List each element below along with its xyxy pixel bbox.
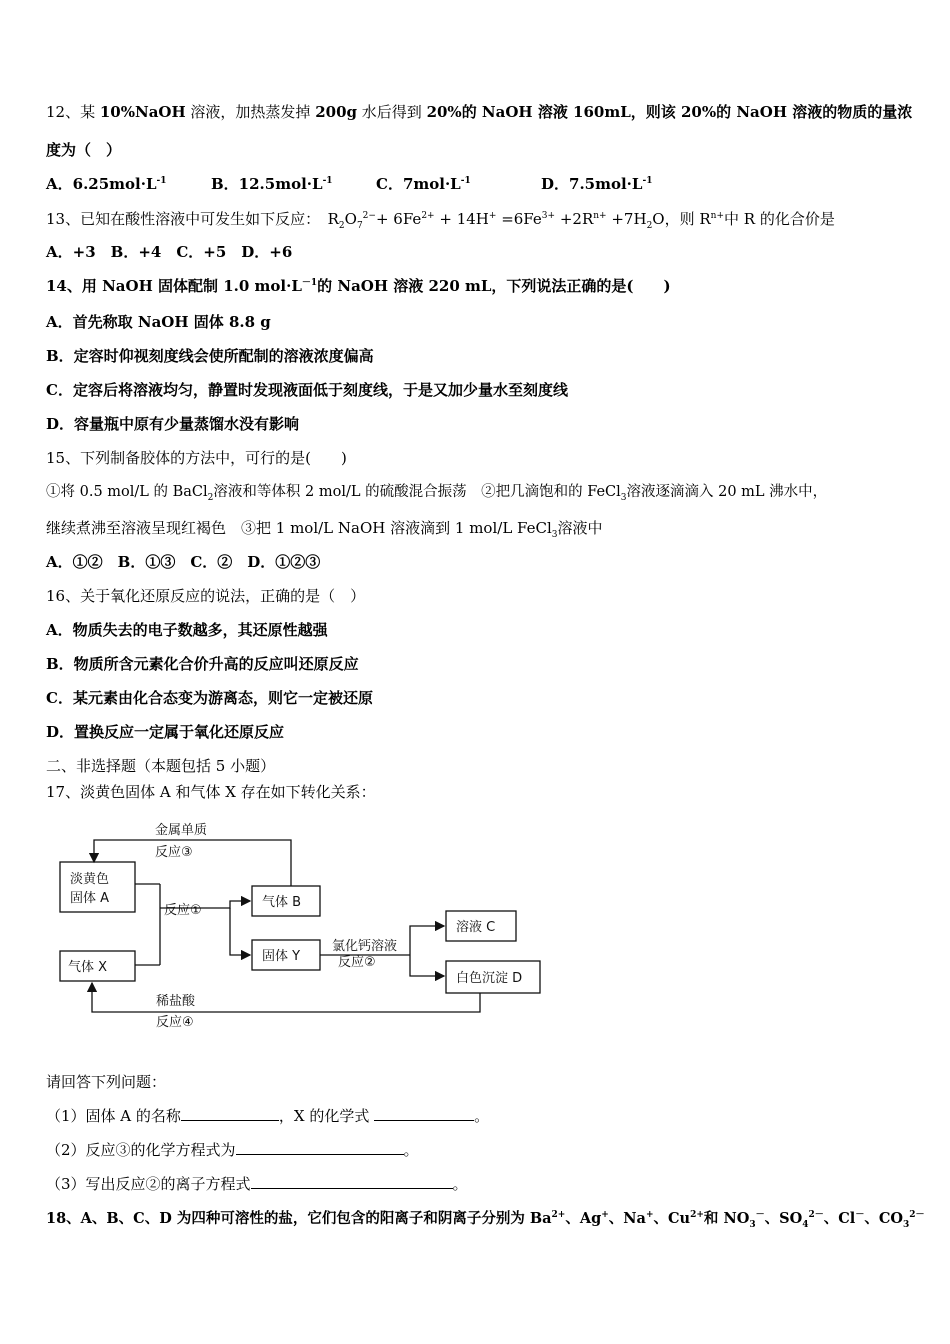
q17-reaction-diagram xyxy=(50,818,550,1033)
label-reaction-4: 反应④ xyxy=(156,1015,194,1030)
q12-stem-line2: 度为（ ） xyxy=(46,141,122,159)
arrow-reaction-2-to-c xyxy=(410,926,444,955)
label-dilute-hcl: 稀盐酸 xyxy=(156,994,196,1009)
answer-blank-4[interactable] xyxy=(251,1174,453,1189)
label-reaction-2: 反应② xyxy=(338,955,376,970)
q13-options: A．+3 B．+4 C．+5 D．+6 xyxy=(46,243,293,261)
q17-stem: 17、淡黄色固体 A 和气体 X 存在如下转化关系： xyxy=(46,783,376,801)
q12-options xyxy=(46,174,652,194)
q16-stem: 16、关于氧化还原反应的说法，正确的是（ ） xyxy=(46,587,366,605)
q15-text-line1: ①将 0.5 mol/L 的 BaCl$_2$溶液和等体积 2 mol/L 的硫酸混合振荡 ②把几滴饱和的 FeCl$_3$溶液逐滴滴入 20 mL 沸水中， xyxy=(46,484,828,503)
q13-stem: 13、已知在酸性溶液中可发生如下反应： $R_2O_7^{2-}+ 6Fe^{2+} + 14H^+ =6Fe^{3+} +2R^{n+} +7H_2O$，则 $R^{n+}$中 R 的化合价是 xyxy=(46,210,835,231)
box-b-text: 气体 B xyxy=(262,895,302,910)
q12-option-d: D．$7.5mol\cdot L^{-1}$ xyxy=(541,175,653,193)
label-cacl2-solution: 氯化钙溶液 xyxy=(332,939,398,954)
q12-option-a: A．$6.25mol\cdot L^{-1}$ xyxy=(46,175,167,193)
q14-stem: 14、用 NaOH 固体配制 1.0 $mol\cdot L^{-1}$的 NaOH 溶液 220 mL，下列说法正确的是( ) xyxy=(46,277,671,295)
q17-part-1: （1）固体 A 的名称 ，X 的化学式 。 xyxy=(46,1107,490,1125)
q17-part-2: （2）反应③的化学方程式为 。 xyxy=(46,1141,419,1159)
q15-options: A．①② B．①③ C．② D．①②③ xyxy=(46,553,321,571)
q18-stem: 18、A、B、C、D 为四种可溶性的盐，它们包含的阳离子和阴离子分别为 $Ba^{2+}$、Ag+、Na+、$Cu^{2+}$和 $NO_3^-$、$SO_4^{2-}$、Cl－、$CO_3^{2-}$ xyxy=(46,1210,925,1230)
arrow-reaction-1-to-y xyxy=(230,908,250,955)
box-a-text-1: 淡黄色 xyxy=(70,872,110,887)
q16-option-b: B．物质所含元素化合价升高的反应叫还原反应 xyxy=(46,655,359,673)
box-a-text-2: 固体 A xyxy=(70,891,110,906)
section-heading: 二、非选择题（本题包括 5 小题） xyxy=(46,757,276,775)
q14-option-b: B．定容时仰视刻度线会使所配制的溶液浓度偏高 xyxy=(46,347,374,365)
arrow-reaction-2-to-d xyxy=(410,955,444,976)
answer-blank-2[interactable] xyxy=(374,1106,474,1121)
q14-option-a: A．首先称取 NaOH 固体 8.8 g xyxy=(46,313,271,331)
box-c-text: 溶液 C xyxy=(456,920,496,935)
q15-text-line2: 继续煮沸至溶液呈现红褐色 ③把 1 mol/L NaOH 溶液滴到 1 mol/L FeCl$_3$溶液中 xyxy=(46,519,603,540)
answer-blank-3[interactable] xyxy=(236,1140,404,1155)
q12-option-b: B．$12.5mol\cdot L^{-1}$ xyxy=(211,175,333,193)
q16-option-c: C．某元素由化合态变为游离态，则它一定被还原 xyxy=(46,689,373,707)
q16-option-a: A．物质失去的电子数越多，其还原性越强 xyxy=(46,621,328,639)
q16-option-d: D．置换反应一定属于氧化还原反应 xyxy=(46,723,285,741)
q14-option-d: D．容量瓶中原有少量蒸馏水没有影响 xyxy=(46,415,300,433)
label-reaction-3: 反应③ xyxy=(155,845,193,860)
q17-part-3: （3）写出反应②的离子方程式 。 xyxy=(46,1175,468,1193)
q14-option-c: C．定容后将溶液均匀，静置时发现液面低于刻度线，于是又加少量水至刻度线 xyxy=(46,381,568,399)
box-d-text: 白色沉淀 D xyxy=(456,971,523,986)
label-metal-element: 金属单质 xyxy=(155,823,208,838)
box-y-text: 固体 Y xyxy=(262,949,301,964)
box-x-text: 气体 X xyxy=(68,960,108,975)
q12-stem-line1: 12、某 10%NaOH 溶液，加热蒸发掉 200g 水后得到 20%的 NaOH 溶液 160mL，则该 20%的 NaOH 溶液的物质的量浓 xyxy=(46,103,913,121)
q15-stem: 15、下列制备胶体的方法中，可行的是( ) xyxy=(46,449,347,467)
q17-prompt: 请回答下列问题： xyxy=(46,1073,167,1091)
label-reaction-1: 反应① xyxy=(164,903,202,918)
q12-option-c: C．$7mol\cdot L^{-1}$ xyxy=(376,175,471,193)
answer-blank-1[interactable] xyxy=(181,1106,279,1121)
arrow-reaction-4 xyxy=(92,983,480,1012)
